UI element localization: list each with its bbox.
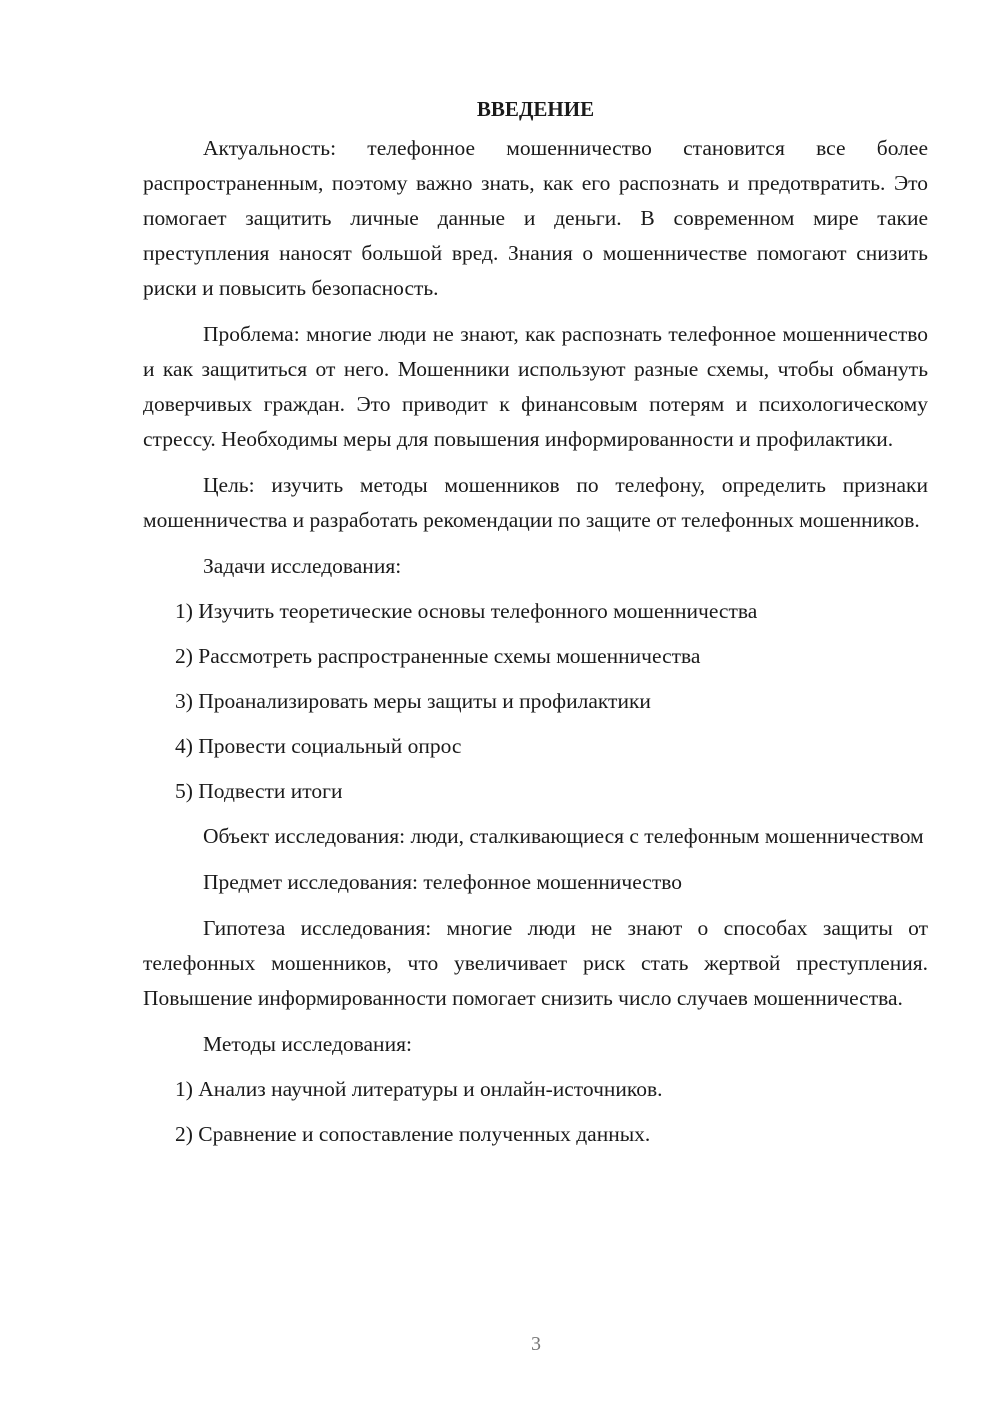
methods-heading: Методы исследования: bbox=[203, 1032, 412, 1056]
relevance-paragraph: Актуальность: телефонное мошенничество становится все более распространенным, поэтому важно знать, как его распознать и предотвратить. Это помогает защитить личные данные и деньги. В современном мире такие преступления наносят большой вред. Знания о мошенничестве помогают снизить риски и повысить безопасность. bbox=[143, 136, 928, 300]
page-number: 3 bbox=[531, 1333, 541, 1355]
tasks-heading: Задачи исследования: bbox=[203, 554, 402, 578]
list-item: 4) Провести социальный опрос bbox=[175, 734, 462, 758]
list-item: 2) Сравнение и сопоставление полученных данных. bbox=[175, 1122, 651, 1146]
list-item: 2) Рассмотреть распространенные схемы мошенничества bbox=[175, 644, 701, 668]
document-page bbox=[143, 92, 928, 1162]
section-title: ВВЕДЕНИЕ bbox=[476, 97, 595, 121]
hypothesis-paragraph: Гипотеза исследования: многие люди не знают о способах защиты от телефонных мошенников, что увеличивает риск стать жертвой преступления. Повышение информированности помогает снизить число случаев мошенничества. bbox=[143, 916, 928, 1010]
tasks-list bbox=[143, 594, 928, 809]
subject-paragraph: Предмет исследования: телефонное мошенничество bbox=[203, 870, 682, 894]
list-item: 3) Проанализировать меры защиты и профилактики bbox=[175, 689, 651, 713]
goal-paragraph: Цель: изучить методы мошенников по телефону, определить признаки мошенничества и разработать рекомендации по защите от телефонных мошенников. bbox=[143, 473, 928, 532]
list-item: 1) Изучить теоретические основы телефонного мошенничества bbox=[175, 599, 758, 623]
list-item: 5) Подвести итоги bbox=[175, 779, 343, 803]
list-item: 1) Анализ научной литературы и онлайн-источников. bbox=[175, 1077, 663, 1101]
problem-paragraph: Проблема: многие люди не знают, как распознать телефонное мошенничество и как защититься от него. Мошенники используют разные схемы, чтобы обмануть доверчивых граждан. Это приводит к финансовым потерям и психологическому стрессу. Необходимы меры для повышения информированности и профилактики. bbox=[143, 322, 928, 451]
object-paragraph: Объект исследования: люди, сталкивающиеся с телефонным мошенничеством bbox=[203, 824, 924, 848]
methods-list bbox=[143, 1072, 928, 1152]
